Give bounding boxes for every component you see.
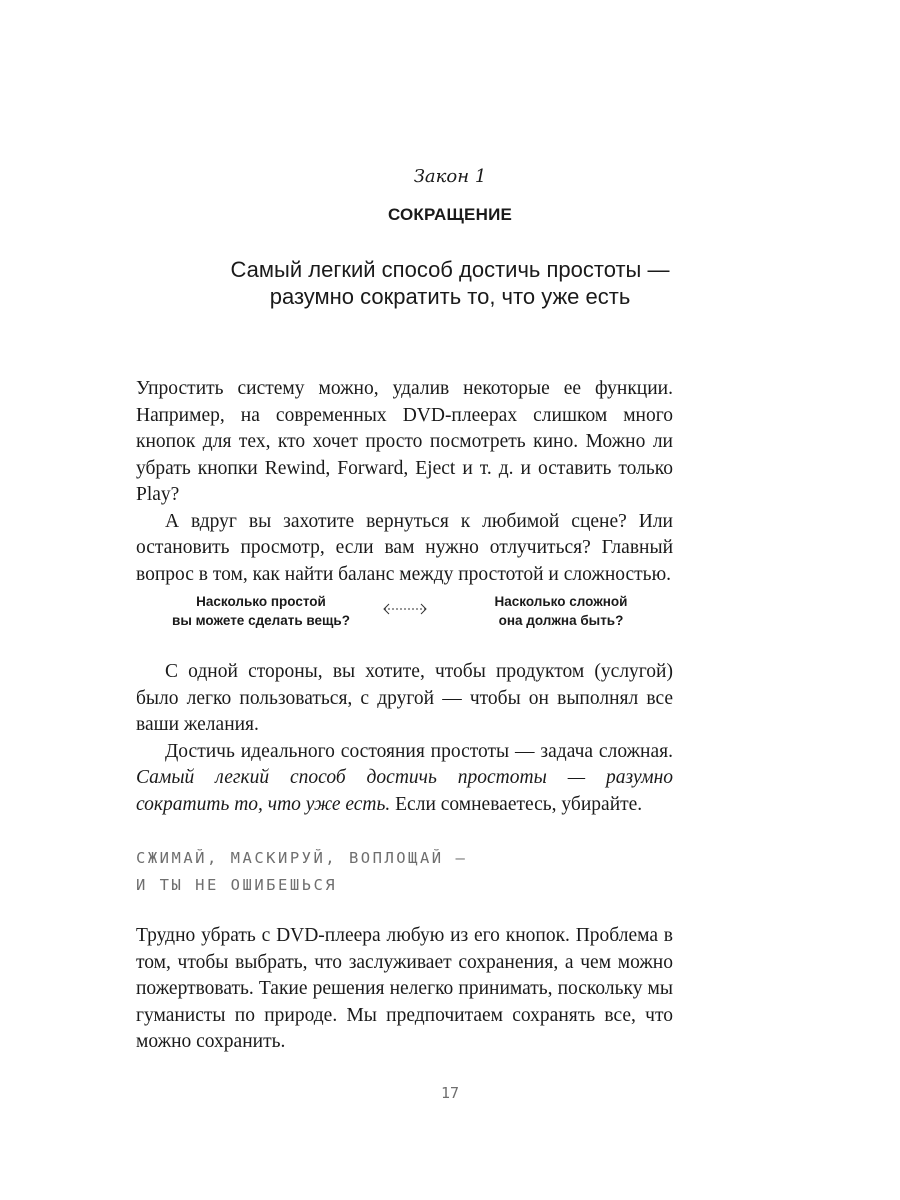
diagram-left-line-2: вы можете сделать вещь? [172,613,350,628]
section-heading [136,845,673,899]
paragraph-5: Трудно убрать с DVD-плеера любую из его кнопок. Проблема в том, чтобы выбрать, что заслуживает сохранения, а чем можно пожертвовать. Такие решения нелегко принимать, поскольку мы гуманисты по природе. Мы предпочитаем сохранять все, что можно сохранить. [136,925,673,1052]
diagram-left-line-1: Насколько простой [196,594,326,609]
diagram-right-line-2: она должна быть? [498,613,624,628]
text-block-intro [136,376,673,588]
text-block-dvd [136,923,673,1056]
simplicity-complexity-diagram [136,592,673,636]
paragraph-4 [136,739,673,819]
chapter-subtitle [150,256,750,310]
text-block-balance [136,659,673,818]
chapter-title: СОКРАЩЕНИЕ [387,205,513,224]
subtitle-line-1: Самый легкий способ достичь простоты — [230,257,670,282]
double-arrow-icon [381,602,429,616]
paragraph-2: А вдруг вы захотите вернуться к любимой сцене? Или остановить просмотр, если вам нужно отлучиться? Главный вопрос в том, как найти баланс между простотой и сложностью. [136,510,673,585]
diagram-right-line-1: Насколько сложной [494,594,628,609]
paragraph-1: Упростить систему можно, удалив некоторые ее функции. Например, на современных DVD-плеерах слишком много кнопок для тех, кто хочет просто посмотреть кино. Можно ли убрать кнопки Rewind, Forward, Eject и т. д. и оставить только Play? [136,378,673,505]
paragraph-3: С одной стороны, вы хотите, чтобы продуктом (услугой) было легко пользоваться, с другой — чтобы он выполнял все ваши желания. [136,661,673,735]
paragraph-4-start: Достичь идеального состояния простоты — задача сложная. [165,740,673,762]
paragraph-4-emphasis: Самый легкий способ достичь простоты — разумно сократить то, что уже есть. [136,767,673,815]
section-heading-line-2: И ТЫ НЕ ОШИБЕШЬСЯ [136,876,338,894]
diagram-simple-label [136,592,386,630]
paragraph-4-end: Если сомневаетесь, убирайте. [390,793,643,815]
section-heading-line-1: СЖИМАЙ, МАСКИРУЙ, ВОПЛОЩАЙ – [136,849,468,867]
subtitle-line-2: разумно сократить то, что уже есть [269,284,631,309]
law-number: Закон 1 [413,166,487,187]
page-number: 17 [440,1084,460,1102]
diagram-complex-label [461,592,661,630]
